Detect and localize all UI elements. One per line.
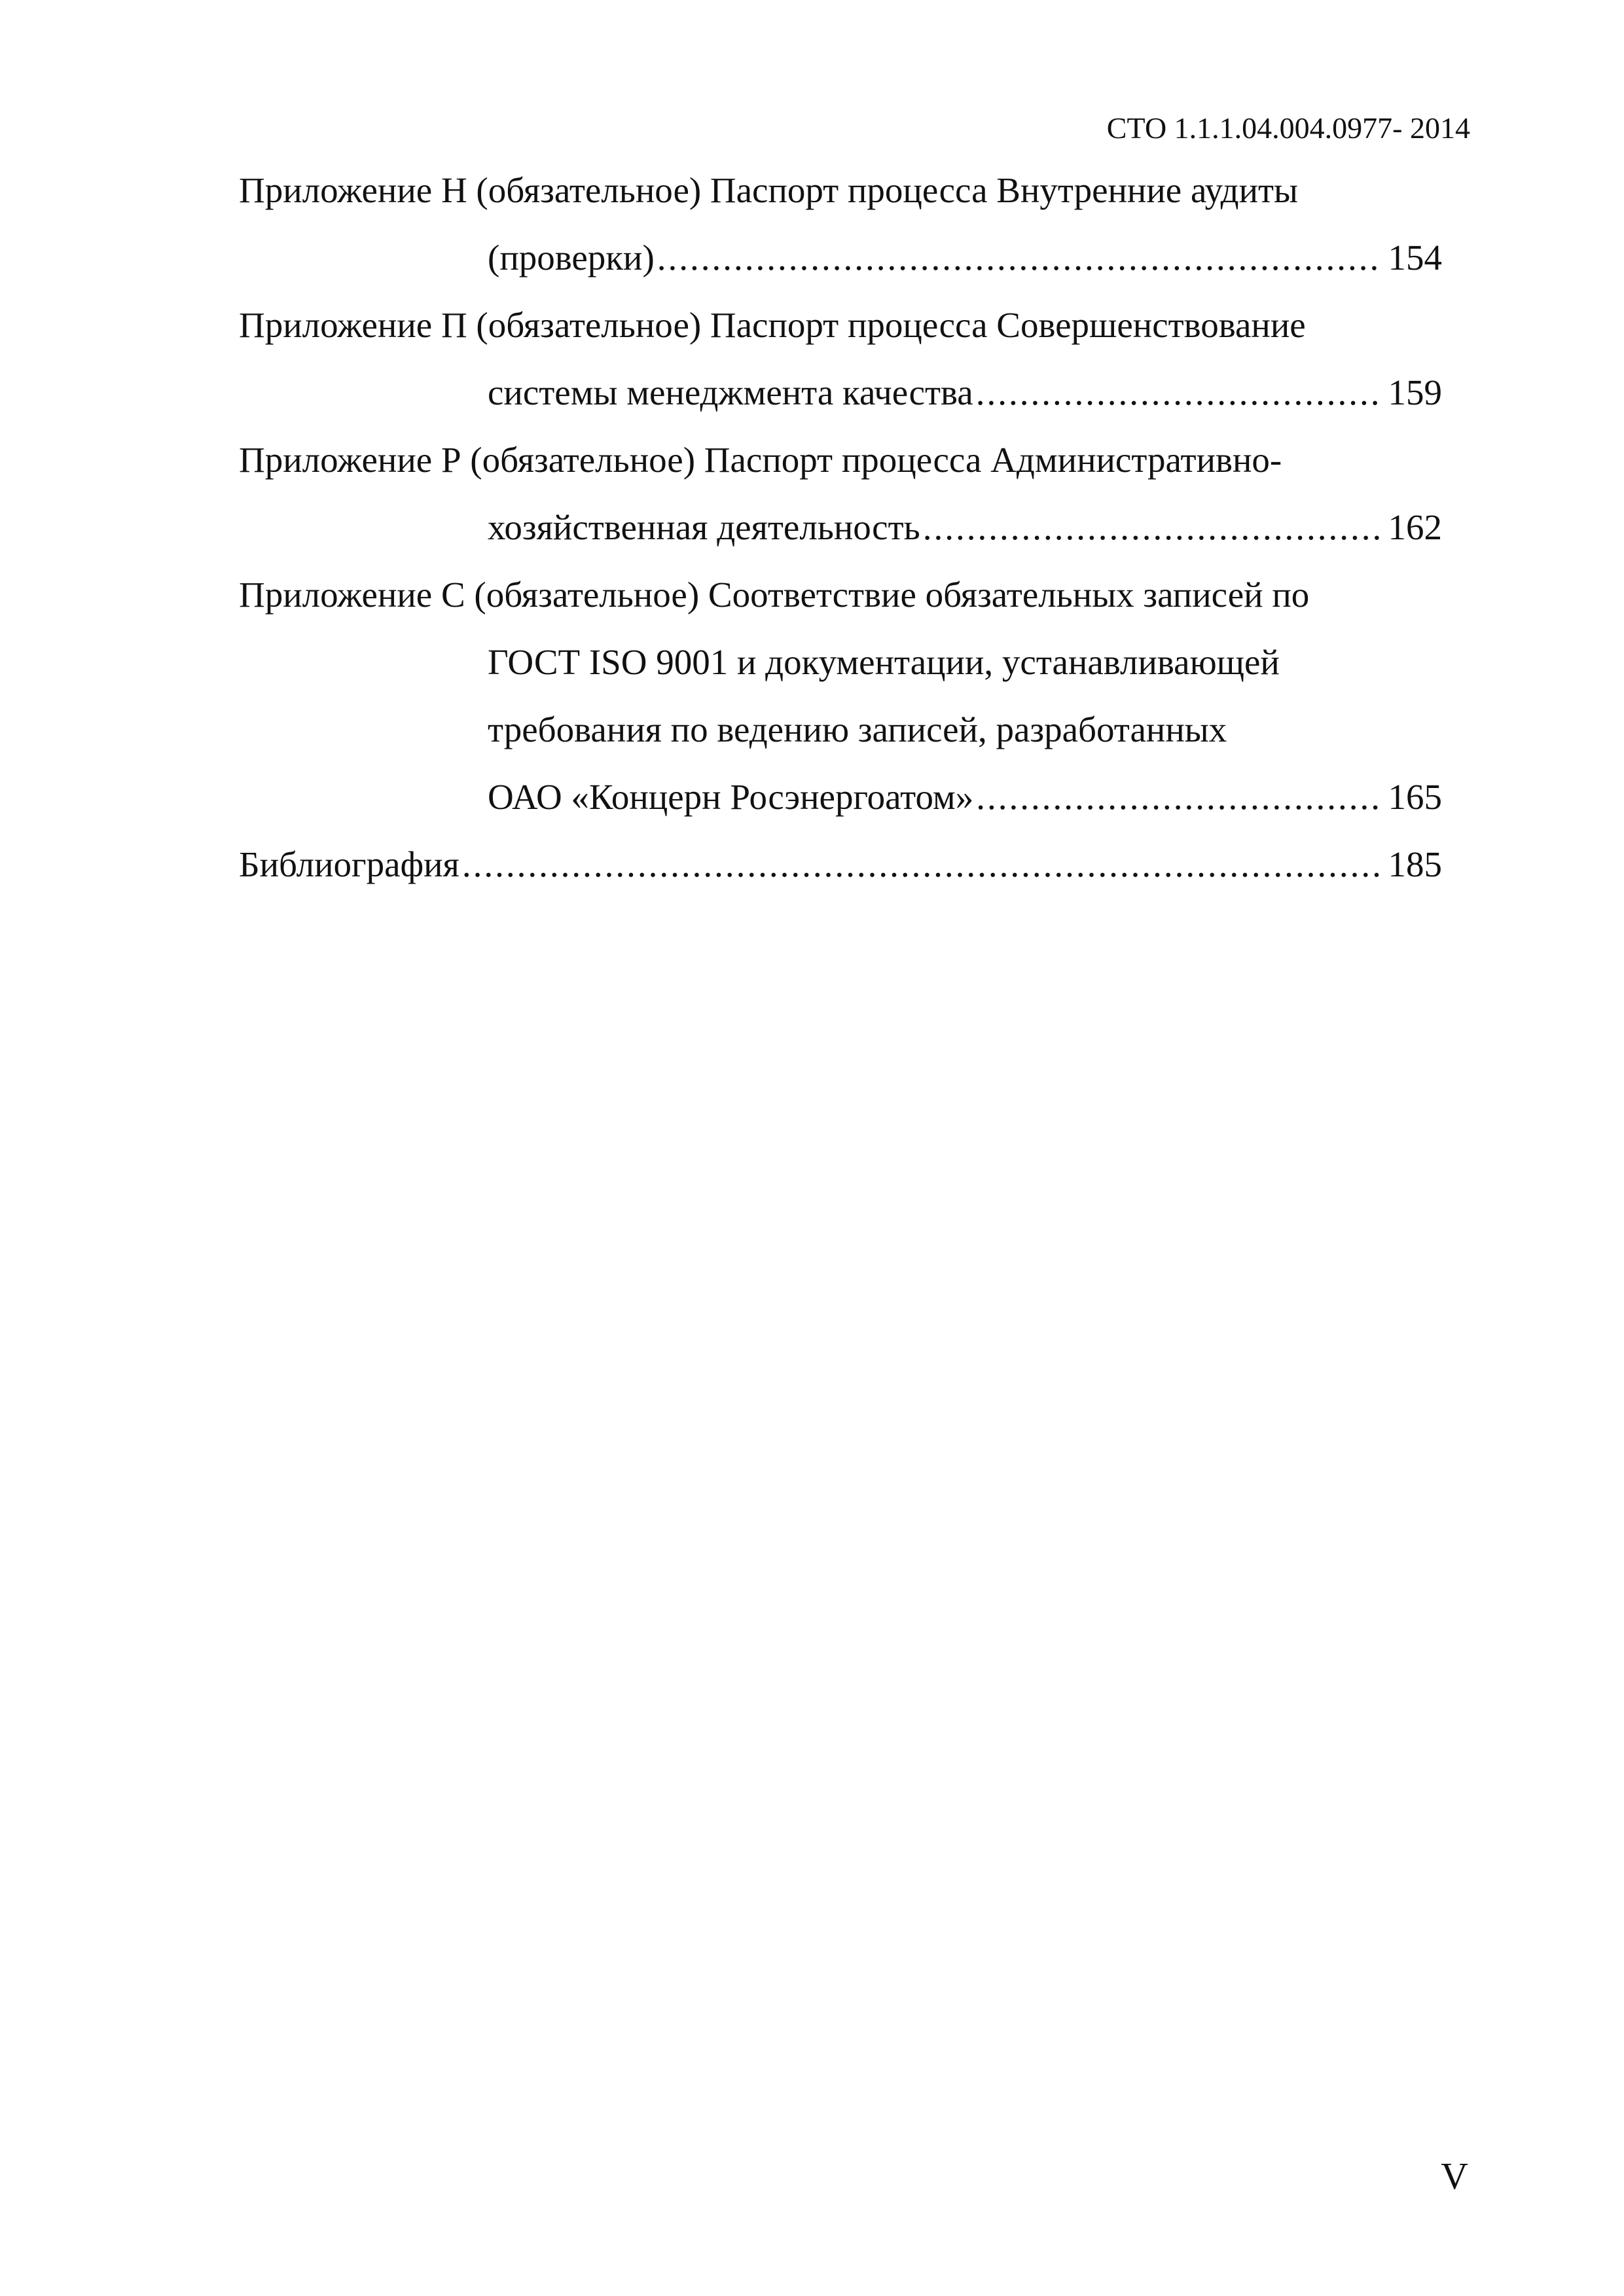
toc-entry-leader-line [239, 365, 1442, 432]
dot-leader [462, 836, 1383, 893]
toc-entry-title-line: Приложение С (обязательное) Соответствие обязательных записей по [239, 575, 1310, 615]
toc-entry-leader-line [239, 769, 1442, 836]
dot-leader [976, 769, 1382, 825]
toc-entry-leader-line [239, 230, 1442, 297]
toc-page-number: 162 [1388, 507, 1442, 547]
toc-entry-title-end: системы менеджмента качества [488, 372, 973, 412]
toc-entry-leader-line [239, 836, 1442, 904]
toc-entry-title-end: ОАО «Концерн Росэнергоатом» [488, 777, 974, 817]
toc-entry-appendix-p [239, 297, 1442, 432]
dot-leader [657, 230, 1383, 286]
dot-leader [923, 499, 1383, 556]
toc-page-number: 185 [1388, 844, 1442, 884]
toc-entry-title-line: требования по ведению записей, разработанных [488, 709, 1227, 749]
page-number: V [1441, 2155, 1468, 2197]
toc-entry-leader-line [239, 499, 1442, 567]
table-of-contents [239, 162, 1442, 904]
toc-entry-bibliography [239, 836, 1442, 904]
toc-entry-appendix-r [239, 432, 1442, 567]
toc-page-number: 165 [1388, 777, 1442, 817]
toc-page-number: 159 [1388, 372, 1442, 412]
dot-leader [976, 365, 1383, 421]
toc-page-number: 154 [1388, 238, 1442, 278]
toc-entry-title-line: Приложение П (обязательное) Паспорт процесса Совершенствование [239, 305, 1306, 345]
toc-entry-title-line: Приложение Н (обязательное) Паспорт процесса Внутренние аудиты [239, 170, 1299, 210]
toc-entry-title-end: (проверки) [488, 238, 655, 278]
toc-entry-appendix-n [239, 162, 1442, 297]
toc-entry-title-line: Приложение Р (обязательное) Паспорт процесса Административно- [239, 440, 1282, 480]
document-code: СТО 1.1.1.04.004.0977- 2014 [1106, 111, 1470, 145]
toc-entry-title-line: ГОСТ ISO 9001 и документации, устанавливающей [488, 642, 1280, 682]
toc-entry-title-end: хозяйственная деятельность [488, 507, 920, 547]
toc-entry-appendix-s [239, 567, 1442, 836]
toc-entry-title-end: Библиография [239, 844, 460, 884]
